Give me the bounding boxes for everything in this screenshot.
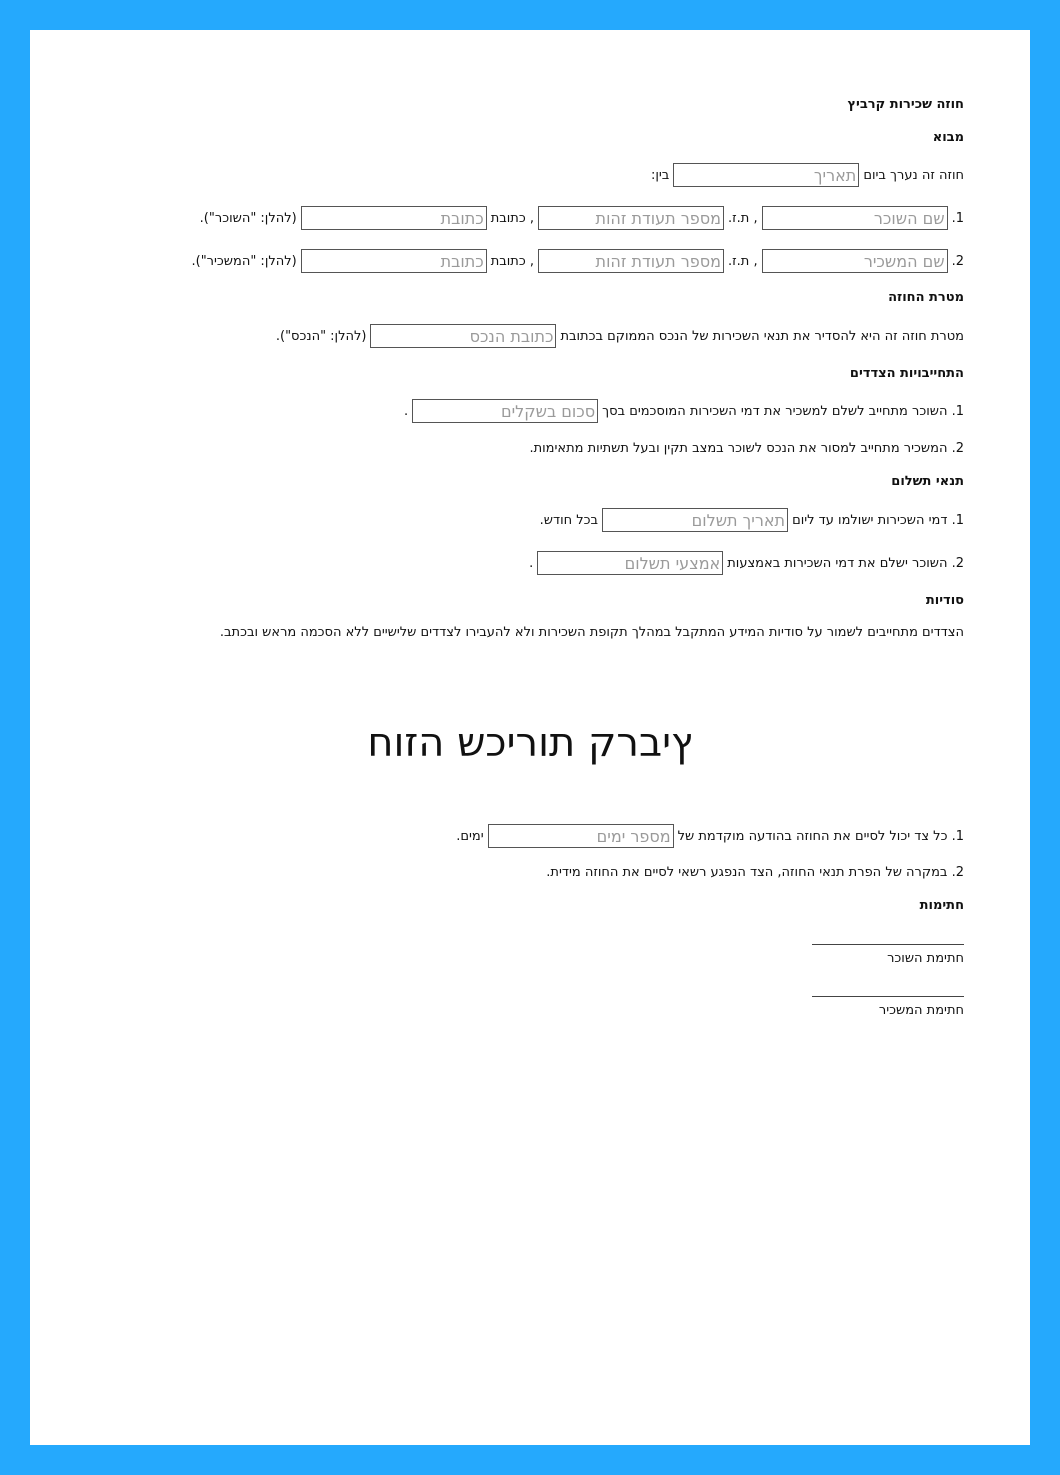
- intro-suffix: בין:: [650, 167, 670, 183]
- payment1-prefix: 1. דמי השכירות ישולמו עד ליום: [792, 512, 964, 528]
- party2-line: [191, 247, 964, 275]
- intro-heading: מבוא: [932, 129, 964, 145]
- document-page: [30, 30, 1030, 1445]
- purpose-line: [276, 322, 964, 350]
- payment2-prefix: 2. השוכר ישלם את דמי השכירות באמצעות: [727, 555, 964, 571]
- termination1-line: [456, 822, 964, 850]
- payment1-suffix: בכל חודש.: [539, 512, 599, 528]
- intro-line: [651, 161, 964, 189]
- obligation1-prefix: 1. השוכר מתחייב לשלם למשכיר את דמי השכירות המוסכמים בסך: [602, 403, 964, 419]
- party2-number: 2.: [951, 253, 964, 269]
- overlay-title: חוזה שכירות קרביץ: [367, 720, 693, 766]
- termination1-suffix: ימים.: [456, 828, 484, 844]
- obligation2-line: 2. המשכיר מתחייב למסור את הנכס לשוכר במצב תקין ובעל תשתיות מתאימות.: [529, 440, 964, 456]
- party2-suffix: (להלן: "המשכיר").: [191, 253, 297, 269]
- landlord-address-field[interactable]: כתובת: [301, 249, 487, 273]
- tenant-address-field[interactable]: כתובת: [301, 206, 487, 230]
- payment-method-field[interactable]: אמצעי תשלום: [537, 551, 723, 575]
- landlord-name-field[interactable]: שם המשכיר: [762, 249, 948, 273]
- payment-heading: תנאי תשלום: [891, 473, 964, 489]
- purpose-heading: מטרת החוזה: [888, 289, 964, 305]
- document-title: חוזה שכירות קרביץ: [847, 96, 964, 112]
- party1-address-label: , כתובת: [490, 210, 534, 226]
- intro-prefix: חוזה זה נערך ביום: [863, 167, 964, 183]
- signatures-heading: חתימות: [919, 897, 964, 913]
- rent-amount-field[interactable]: סכום בשקלים: [412, 399, 598, 423]
- tenant-id-field[interactable]: מספר תעודת זהות: [538, 206, 724, 230]
- landlord-signature-label: חתימת המשכיר: [878, 1002, 964, 1018]
- payment2-suffix: .: [529, 555, 534, 571]
- obligation1-line: [404, 397, 964, 425]
- confidentiality-text: הצדדים מתחייבים לשמור על סודיות המידע המתקבל במהלך תקופת השכירות ולא להעבירו לצדדים שלישיים ללא הסכמה מראש ובכתב.: [219, 624, 964, 640]
- party2-address-label: , כתובת: [490, 253, 534, 269]
- party1-line: [200, 204, 964, 232]
- confidentiality-heading: סודיות: [925, 592, 964, 608]
- contract-date-field[interactable]: תאריך: [673, 163, 859, 187]
- notice-days-field[interactable]: מספר ימים: [488, 824, 674, 848]
- property-address-field[interactable]: כתובת הנכס: [370, 324, 556, 348]
- party1-id-label: , ת.ז.: [728, 210, 758, 226]
- obligations-heading: התחייבויות הצדדים: [849, 365, 964, 381]
- tenant-signature-label: חתימת השוכר: [887, 950, 964, 966]
- party2-id-label: , ת.ז.: [728, 253, 758, 269]
- payment-date-field[interactable]: תאריך תשלום: [602, 508, 788, 532]
- termination1-prefix: 1. כל צד יכול לסיים את החוזה בהודעה מוקדמת של: [677, 828, 964, 844]
- purpose-prefix: מטרת חוזה זה היא להסדיר את תנאי השכירות של הנכס הממוקם בכתובת: [560, 328, 964, 344]
- party1-suffix: (להלן: "השוכר").: [199, 210, 297, 226]
- purpose-suffix: (להלן: "הנכס").: [275, 328, 367, 344]
- obligation1-suffix: .: [403, 403, 409, 419]
- party1-number: 1.: [951, 210, 964, 226]
- payment1-line: [540, 506, 964, 534]
- termination2-line: 2. במקרה של הפרת תנאי החוזה, הצד הנפגע רשאי לסיים את החוזה מידית.: [546, 864, 964, 880]
- landlord-id-field[interactable]: מספר תעודת זהות: [538, 249, 724, 273]
- tenant-name-field[interactable]: שם השוכר: [762, 206, 948, 230]
- payment2-line: [529, 549, 964, 577]
